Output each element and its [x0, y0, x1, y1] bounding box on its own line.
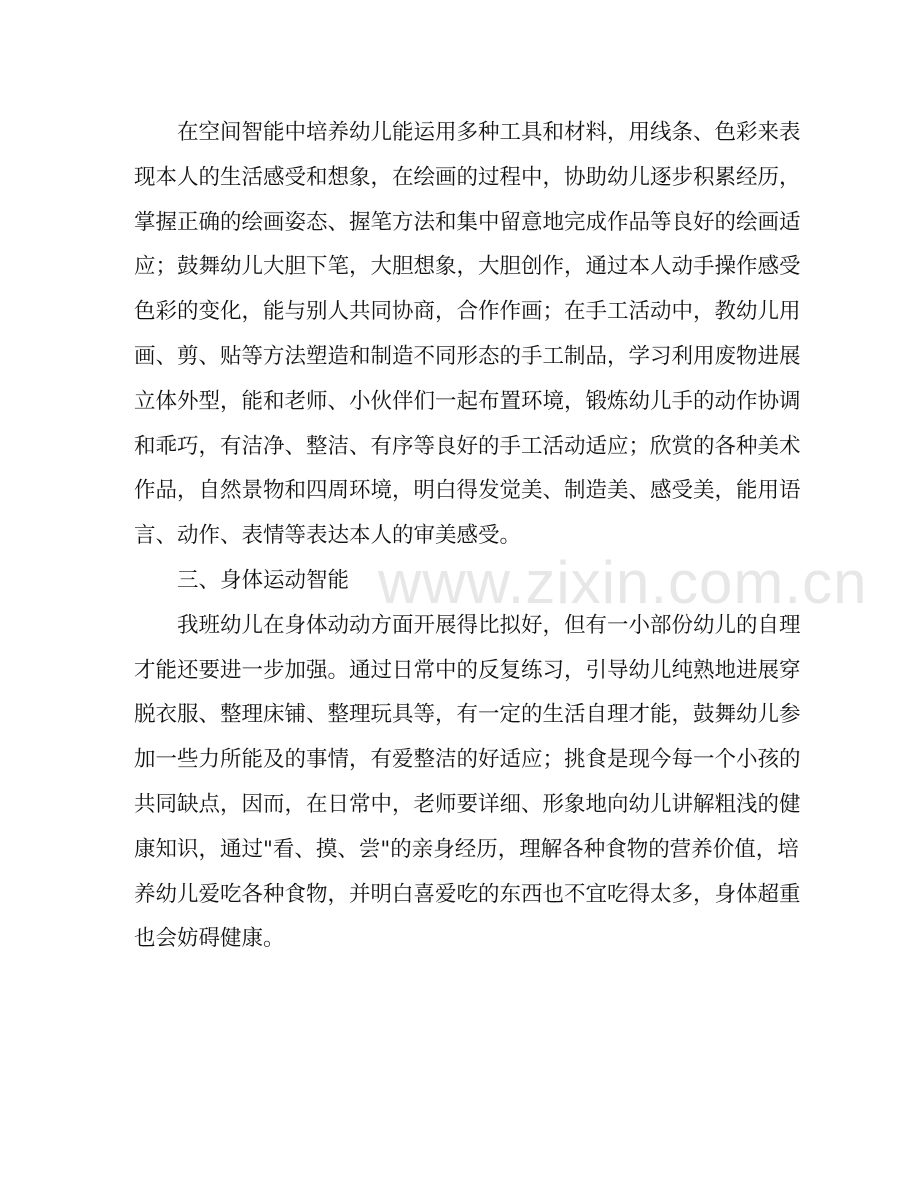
paragraph-line: 立体外型，能和老师、小伙伴们一起布置环境，锻炼幼儿手的动作协调 — [134, 388, 801, 414]
paragraph-line: 养幼儿爱吃各种食物，并明白喜爱吃的东西也不宜吃得太多，身体超重 — [134, 881, 801, 907]
paragraph-line: 加一些力所能及的事情，有爱整洁的好适应；挑食是现今每一个小孩的 — [134, 747, 801, 773]
section-heading: 三、身体运动智能 — [177, 567, 350, 593]
paragraph-line: 应；鼓舞幼儿大胆下笔，大胆想象，大胆创作，通过本人动手操作感受 — [134, 254, 801, 280]
paragraph-line: 共同缺点，因而，在日常中，老师要详细、形象地向幼儿讲解粗浅的健 — [134, 791, 801, 817]
paragraph-space-intelligence — [134, 111, 801, 559]
document-body — [134, 111, 801, 962]
paragraph-line: 也会妨碍健康。 — [134, 926, 285, 952]
paragraph-line: 我班幼儿在身体动动方面开展得比拟好，但有一小部份幼儿的自理 — [177, 612, 801, 638]
paragraph-line: 色彩的变化，能与别人共同协商，合作作画；在手工活动中，教幼儿用 — [134, 299, 801, 325]
paragraph-line: 和乖巧，有洁净、整洁、有序等良好的手工活动适应；欣赏的各种美术 — [134, 433, 801, 459]
paragraph-line: 画、剪、贴等方法塑造和制造不同形态的手工制品，学习利用废物进展 — [134, 343, 801, 369]
paragraph-body-movement — [134, 604, 801, 962]
watermark-text: www.zixin.com.cn — [378, 549, 868, 616]
paragraph-line: 康知识，通过"看、摸、尝"的亲身经历，理解各种食物的营养价值，培 — [134, 836, 799, 862]
paragraph-line: 言、动作、表情等表达本人的审美感受。 — [134, 523, 522, 549]
paragraph-line: 才能还要进一步加强。通过日常中的反复练习，引导幼儿纯熟地进展穿 — [134, 657, 801, 683]
paragraph-line: 在空间智能中培养幼儿能运用多种工具和材料，用线条、色彩来表 — [177, 120, 801, 145]
paragraph-line: 现本人的生活感受和想象，在绘画的过程中，协助幼儿逐步积累经历， — [134, 164, 801, 190]
paragraph-line: 作品，自然景物和四周环境，明白得发觉美、制造美、感受美，能用语 — [134, 478, 801, 504]
paragraph-line: 掌握正确的绘画姿态、握笔方法和集中留意地完成作品等良好的绘画适 — [134, 209, 801, 235]
paragraph-line: 脱衣服、整理床铺、整理玩具等，有一定的生活自理才能，鼓舞幼儿参 — [134, 702, 801, 728]
